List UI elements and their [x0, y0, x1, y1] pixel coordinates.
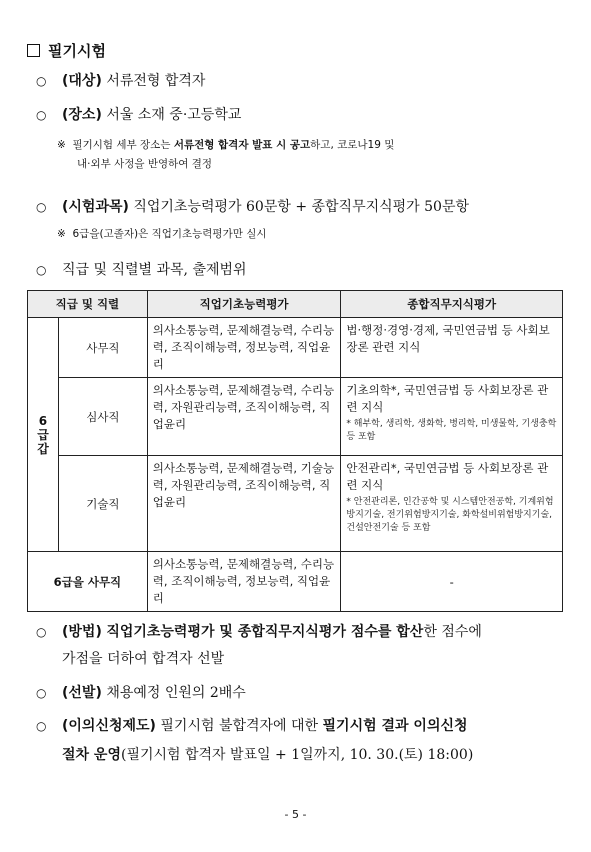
header-knowledge: 종합직무지식평가	[341, 291, 563, 318]
bullet-appeal: ○ (이의신청제도) 필기시험 불합격자에 대한 필기시험 결과 이의신청 절차 운영(필기시험 합격자 발표일 + 1일까지, 10. 30.(토) 18:00)	[36, 718, 474, 763]
subjects-note: ※ 6급을(고졸자)은 직업기초능력평가만 실시	[57, 228, 267, 240]
row-footnote: * 안전관리론, 인간공학 및 시스템안전공학, 기계위험방지기술, 전기위험방지기술, 화학설비위험방지기술, 건설안전기술 등 포함	[346, 497, 554, 533]
row-name: 사무직	[58, 318, 147, 378]
row-name: 심사직	[58, 378, 147, 456]
row-basic: 의사소통능력, 문제해결능력, 수리능력, 조직이해능력, 정보능력, 직업윤리	[147, 318, 341, 378]
exam-subject-table	[27, 290, 563, 612]
row-knowledge: -	[341, 552, 563, 612]
group-label: 6급갑	[37, 413, 49, 456]
place-note: ※ 필기시험 세부 장소는 서류전형 합격자 발표 시 공고하고, 코로나19 및 내·외부 사정을 반영하여 결정	[57, 139, 395, 170]
page-number: - 5 -	[284, 808, 307, 821]
table-row	[28, 456, 563, 552]
header-basic: 직업기초능력평가	[147, 291, 341, 318]
header-grade: 직급 및 직렬	[28, 291, 148, 318]
bullet-place: ○ (장소) 서울 소재 중·고등학교	[36, 107, 242, 123]
checkbox-square-icon	[27, 44, 40, 57]
row-basic: 의사소통능력, 문제해결능력, 수리능력, 자원관리능력, 조직이해능력, 직업윤리	[147, 378, 341, 456]
table-row	[28, 318, 563, 378]
row-knowledge: 법·행정·경영·경제, 국민연금법 등 사회보장론 관련 지식	[341, 318, 563, 378]
bullet-target: ○ (대상) 서류전형 합격자	[36, 73, 206, 89]
row-name: 기술직	[58, 456, 147, 552]
section-heading: 필기시험	[27, 40, 106, 61]
row-basic: 의사소통능력, 문제해결능력, 수리능력, 조직이해능력, 정보능력, 직업윤리	[147, 552, 341, 612]
table-row	[28, 378, 563, 456]
group-cell	[28, 318, 59, 552]
bullet-selection: ○ (선발) 채용예정 인원의 2배수	[36, 685, 246, 701]
bullet-subjects: ○ (시험과목) 직업기초능력평가 60문항 + 종합직무지식평가 50문항	[36, 199, 469, 215]
bullet-grades: ○ 직급 및 직렬별 과목, 출제범위	[36, 262, 247, 278]
table-header-row	[28, 291, 563, 318]
row-name: 6급을 사무직	[28, 552, 148, 612]
row-knowledge: 안전관리*, 국민연금법 등 사회보장론 관련 지식 * 안전관리론, 인간공학 및 시스템안전공학, 기계위험방지기술, 전기위험방지기술, 화학설비위험방지기술, 건설안전기술 등 포함	[341, 456, 563, 552]
row-basic: 의사소통능력, 문제해결능력, 기술능력, 자원관리능력, 조직이해능력, 직업윤리	[147, 456, 341, 552]
bullet-method: ○ (방법) 직업기초능력평가 및 종합직무지식평가 점수를 합산한 점수에 가점을 더하여 합격자 선발	[36, 624, 482, 667]
row-footnote: * 해부학, 생리학, 생화학, 병리학, 미생물학, 기생충학 등 포함	[346, 419, 557, 442]
row-knowledge: 기초의학*, 국민연금법 등 사회보장론 관련 지식 * 해부학, 생리학, 생화학, 병리학, 미생물학, 기생충학 등 포함	[341, 378, 563, 456]
table-row	[28, 552, 563, 612]
